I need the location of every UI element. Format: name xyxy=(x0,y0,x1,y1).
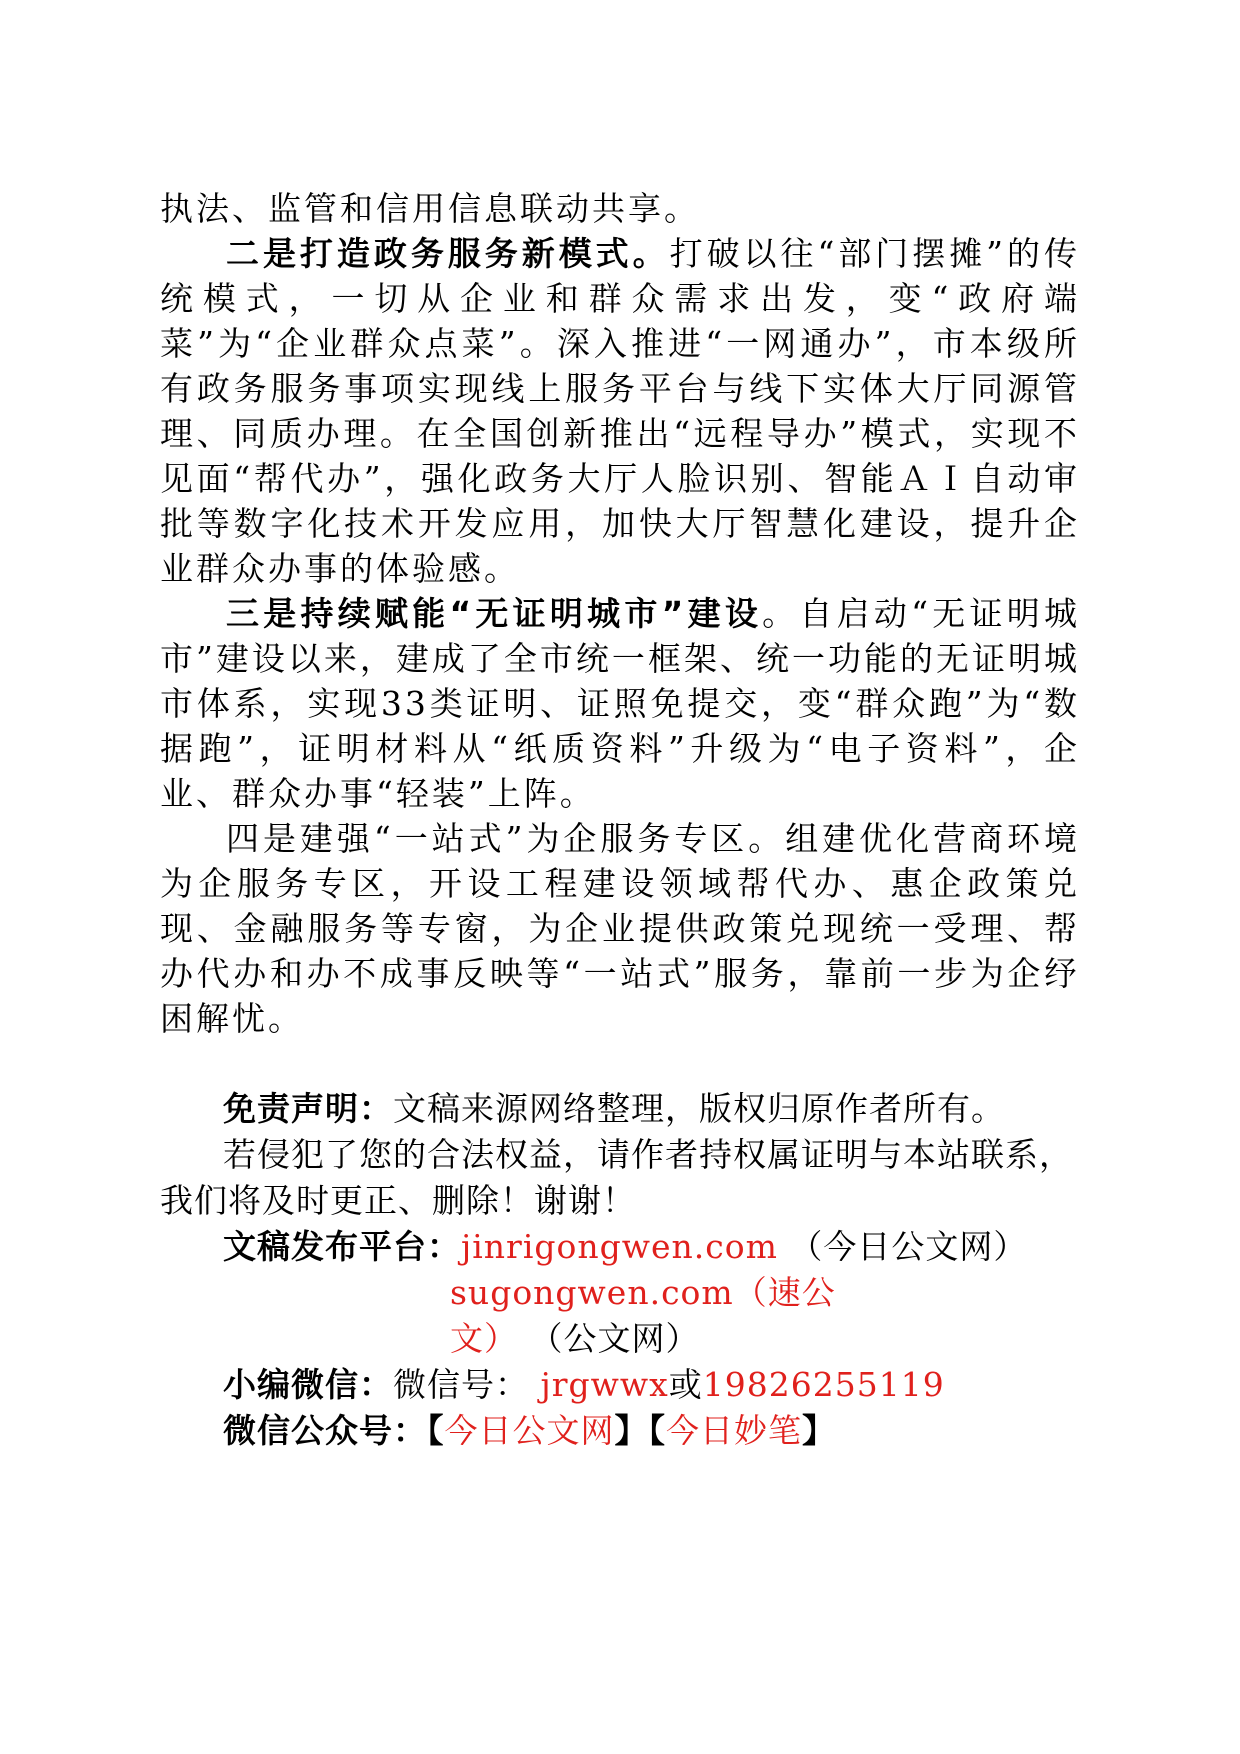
paragraph-no-proof-city xyxy=(160,591,1080,816)
wechat-or: 或 xyxy=(668,1365,703,1404)
disclaimer-contact-text: 若侵犯了您的合法权益，请作者持权属证明与本站联系，我们将及时更正、删除！谢谢！ xyxy=(160,1135,1073,1220)
disclaimer-label: 免责声明： xyxy=(223,1089,393,1128)
paragraph-heading: 二是打造政务服务新模式。 xyxy=(226,234,670,273)
wechat-label: 小编微信： xyxy=(223,1365,393,1404)
platform-line xyxy=(160,1224,1080,1270)
section-spacer xyxy=(160,1041,1080,1086)
platform-label: 文稿发布平台： xyxy=(223,1227,461,1266)
paragraph-text: 执法、监管和信用信息联动共享。 xyxy=(160,189,700,228)
paragraph-text: 打破以往“部门摆摊”的传统模式，一切从企业和群众需求出发，变“政府端菜”为“企业群众点菜”。深入推进“一网通办”，市本级所有政务服务事项实现线上服务平台与线下实体大厅同源管理、同质办理。在全国创新推出“远程导办”模式，实现不见面“帮代办”，强化政务大厅人脸识别、智能ＡＩ自动审批等数字化技术开发应用，加快大厅智慧化建设，提升企业群众办事的体验感。 xyxy=(160,234,1080,588)
platform-site1-link[interactable]: jinrigongwen.com xyxy=(461,1227,778,1266)
official-account-name-1[interactable]: 今日公文网 xyxy=(444,1411,615,1450)
bracket-mid: 】【 xyxy=(614,1411,666,1450)
official-account-label: 微信公众号： xyxy=(223,1411,427,1450)
paragraph-heading: 三是持续赋能“无证明城市”建设 xyxy=(226,594,763,633)
bracket-open: 【 xyxy=(427,1411,445,1450)
paragraph-continuation xyxy=(160,186,1080,231)
paragraph-one-stop-zone xyxy=(160,816,1080,1041)
platform-site2-note: （公文网） xyxy=(529,1319,700,1358)
bracket-close: 】 xyxy=(802,1411,836,1450)
document-page xyxy=(160,186,1080,1454)
platform-site1-note: （今日公文网） xyxy=(789,1227,1028,1266)
paragraph-text: 。自启动“无证明城市”建设以来，建成了全市统一框架、统一功能的无证明城市体系，实现33类证明、证照免提交，变“群众跑”为“数据跑”，证明材料从“纸质资料”升级为“电子资料”，企业、群众办事“轻装”上阵。 xyxy=(160,594,1080,813)
wechat-id: jrgwwx xyxy=(540,1365,669,1404)
disclaimer-contact-note xyxy=(160,1132,1080,1224)
wechat-phone: 19826255119 xyxy=(702,1365,945,1404)
platform-site2-link[interactable]: sugongwen.com（速公文） xyxy=(450,1273,836,1358)
disclaimer-line xyxy=(160,1086,1080,1132)
paragraph-service-model xyxy=(160,231,1080,591)
wechat-line xyxy=(160,1362,1080,1408)
wechat-prefix: 微信号： xyxy=(393,1365,529,1404)
official-account-line xyxy=(160,1408,1080,1454)
disclaimer-text: 文稿来源网络整理，版权归原作者所有。 xyxy=(393,1089,1005,1128)
official-account-name-2[interactable]: 今日妙笔 xyxy=(666,1411,802,1450)
platform-line-2 xyxy=(160,1270,1080,1362)
paragraph-text: 四是建强“一站式”为企服务专区。组建优化营商环境为企服务专区，开设工程建设领域帮代办、惠企政策兑现、金融服务等专窗，为企业提供政策兑现统一受理、帮办代办和办不成事反映等“一站式”服务，靠前一步为企纾困解忧。 xyxy=(160,819,1080,1038)
